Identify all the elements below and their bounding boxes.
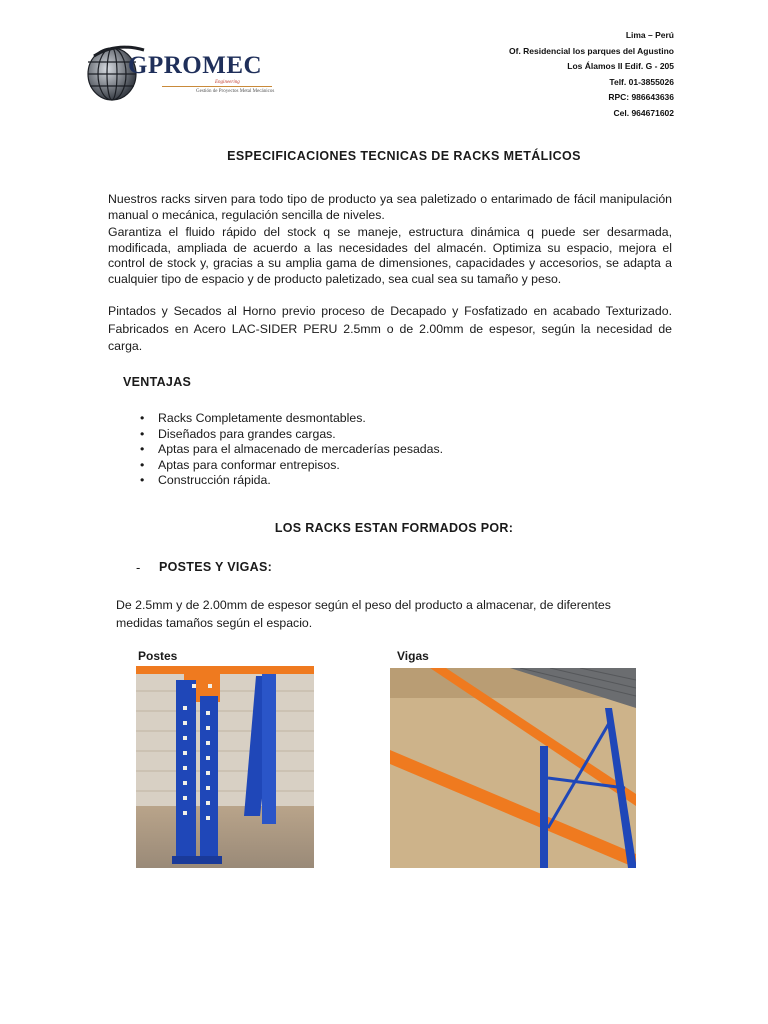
list-item: • Diseñados para grandes cargas. xyxy=(140,427,443,443)
guarantee-paragraph: Garantiza el fluido rápido del stock q se maneje, estructura dinámica q puede ser desarmada, modificada, ampliada de acuerdo a las necesidades del almacén. Optimiza su espacio, mejora el control de stock y, gracias a su amplia gama de dimensiones, capacidades y accesorios, se adapta a cualquier tipo de espacio y de producto paletizado, sea cual sea su tamaño y peso. xyxy=(108,225,672,286)
list-item: • Racks Completamente desmontables. xyxy=(140,411,443,427)
caption-vigas: Vigas xyxy=(397,649,429,663)
caption-postes: Postes xyxy=(138,649,178,663)
advantages-heading: VENTAJAS xyxy=(123,375,192,389)
contact-mobile: Cel. 964671602 xyxy=(613,107,674,118)
contact-office: Of. Residencial los parques del Agustino xyxy=(509,45,674,56)
list-item: • Aptas para conformar entrepisos. xyxy=(140,458,443,474)
photo-postes xyxy=(136,666,314,868)
contact-phone: Telf. 01-3855026 xyxy=(609,76,674,87)
posts-beams-heading: POSTES Y VIGAS: xyxy=(159,560,273,574)
dash-marker: - xyxy=(136,560,141,575)
contact-address: Los Álamos II Edif. G - 205 xyxy=(567,61,674,72)
photo-vigas xyxy=(390,668,636,868)
advantages-list xyxy=(140,411,443,489)
document-title: ESPECIFICACIONES TECNICAS DE RACKS METÁLICOS xyxy=(227,149,581,163)
finish-paragraph: Pintados y Secados al Horno previo proceso de Decapado y Fosfatizado en acabado Texturizado. Fabricados en Acero LAC-SIDER PERU 2.5mm o de 2.00mm de espesor, según la necesidad de carga. xyxy=(108,304,672,353)
list-item: • Aptas para el almacenado de mercaderías pesadas. xyxy=(140,442,443,458)
logo-tagline: Gestión de Proyectos Metal Mecánicos xyxy=(196,89,275,94)
logo-wordmark: GPROMEC xyxy=(128,52,263,79)
contact-city: Lima – Perú xyxy=(625,30,674,40)
contact-rpc: RPC: 986643636 xyxy=(608,92,674,103)
intro-paragraph: Nuestros racks sirven para todo tipo de producto ya sea paletizado o entarimado de fácil manipulación manual o mecánica, regulación sencilla de niveles. xyxy=(108,192,672,223)
logo-underline xyxy=(162,86,272,87)
components-heading: LOS RACKS ESTAN FORMADOS POR: xyxy=(274,521,514,535)
list-item: • Construcción rápida. xyxy=(140,473,443,489)
logo-subtitle: Engineering xyxy=(215,80,240,85)
components-paragraph: De 2.5mm y de 2.00mm de espesor según el peso del producto a almacenar, de diferentes medidas tamaños según el espacio. xyxy=(116,598,611,630)
contact-block xyxy=(509,28,674,122)
